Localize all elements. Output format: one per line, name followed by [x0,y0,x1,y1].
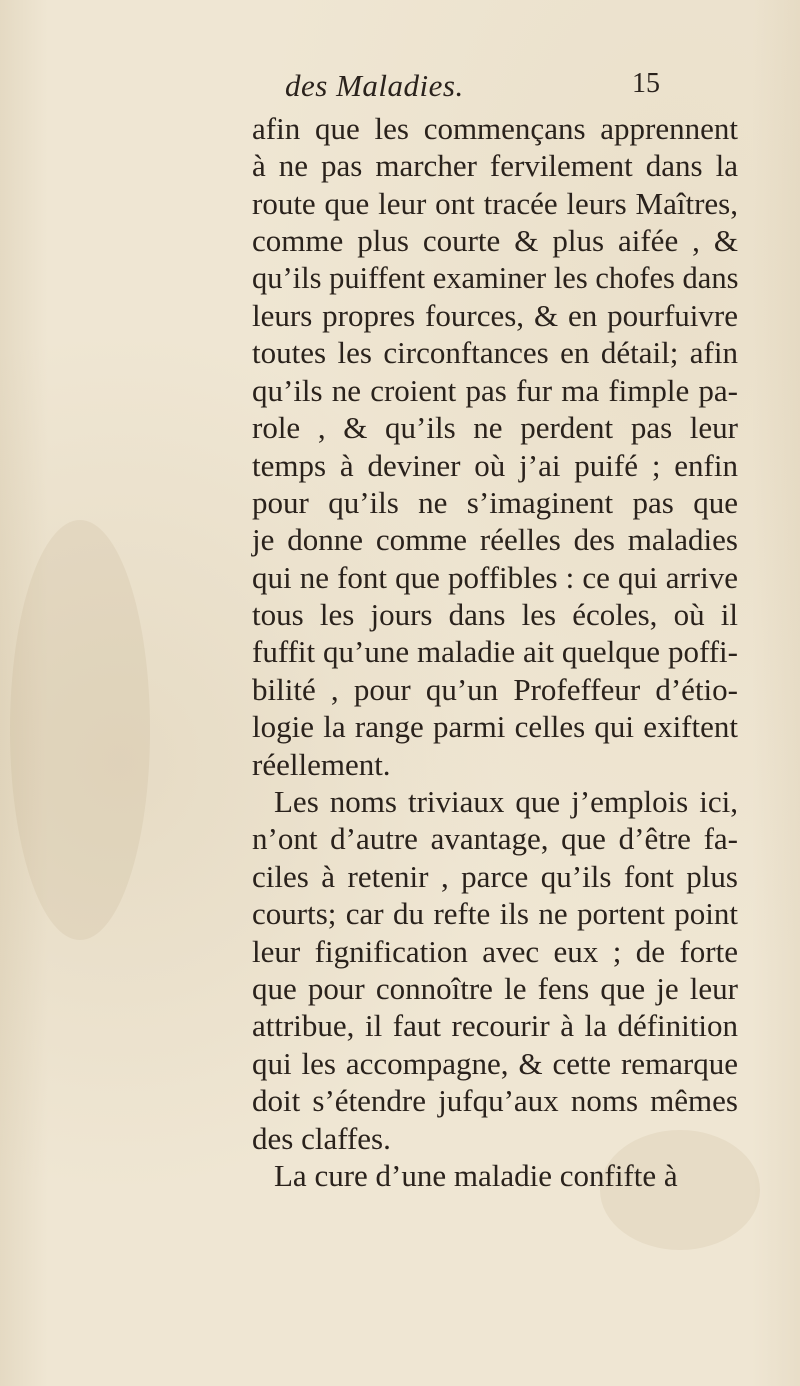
text-line: n’ont d’autre avantage, que d’être fa- [252,821,738,857]
paper-stain [10,520,150,940]
text-line: leur fignification avec eux ; de forte [252,933,738,969]
paragraph-start-line: Les noms triviaux que j’emplois ici, [274,784,738,820]
text-line: que pour connoître le fens que je leur [252,970,738,1006]
text-line: afin que les commençans apprennent [252,111,738,146]
text-line: pour qu’ils ne s’imaginent pas que [252,484,738,520]
page-number: 15 [632,68,660,99]
text-line: tous les jours dans les écoles, où il [252,597,738,633]
text-line: qui les accompagne, & cette remarque [252,1045,738,1081]
text-line: comme plus courte & plus aifée , & [252,223,738,259]
text-line: je donne comme réelles des maladies [252,522,738,558]
text-line: courts; car du refte ils ne portent point [252,896,738,932]
text-line: role , & qu’ils ne perdent pas leur [252,410,738,446]
text-line: attribue, il faut recourir à la définition [252,1008,738,1044]
text-line: ciles à retenir , parce qu’ils font plus [252,858,738,894]
running-title: des Maladies. [285,68,464,103]
paragraph-end-line: des claffes. [252,1120,391,1156]
paragraph-end-line: réellement. [252,746,391,782]
text-line: bilité , pour qu’un Profeffeur d’étio- [252,671,738,707]
text-line: qui ne font que poffibles : ce qui arrive [252,559,738,595]
text-line: toutes les circonftances en détail; afin [252,335,738,371]
running-head [160,68,660,108]
paragraph-start-line: La cure d’une maladie confifte à [274,1157,678,1193]
body-text [252,110,738,1194]
text-line: temps à deviner où j’ai puifé ; enfin [252,447,738,483]
text-line: qu’ils ne croient pas fur ma fimple pa- [252,372,738,408]
text-line: à ne pas marcher fervilement dans la [252,148,738,184]
text-line: logie la range parmi celles qui exiftent [252,709,738,745]
text-line: fuffit qu’une maladie ait quelque poffi- [252,634,738,670]
text-line: doit s’étendre jufqu’aux noms mêmes [252,1083,738,1119]
text-line: leurs propres fources, & en pourfuivre [252,297,738,333]
text-line: qu’ils puiffent examiner les chofes dans [252,260,739,295]
text-line: route que leur ont tracée leurs Maîtres, [252,185,738,221]
